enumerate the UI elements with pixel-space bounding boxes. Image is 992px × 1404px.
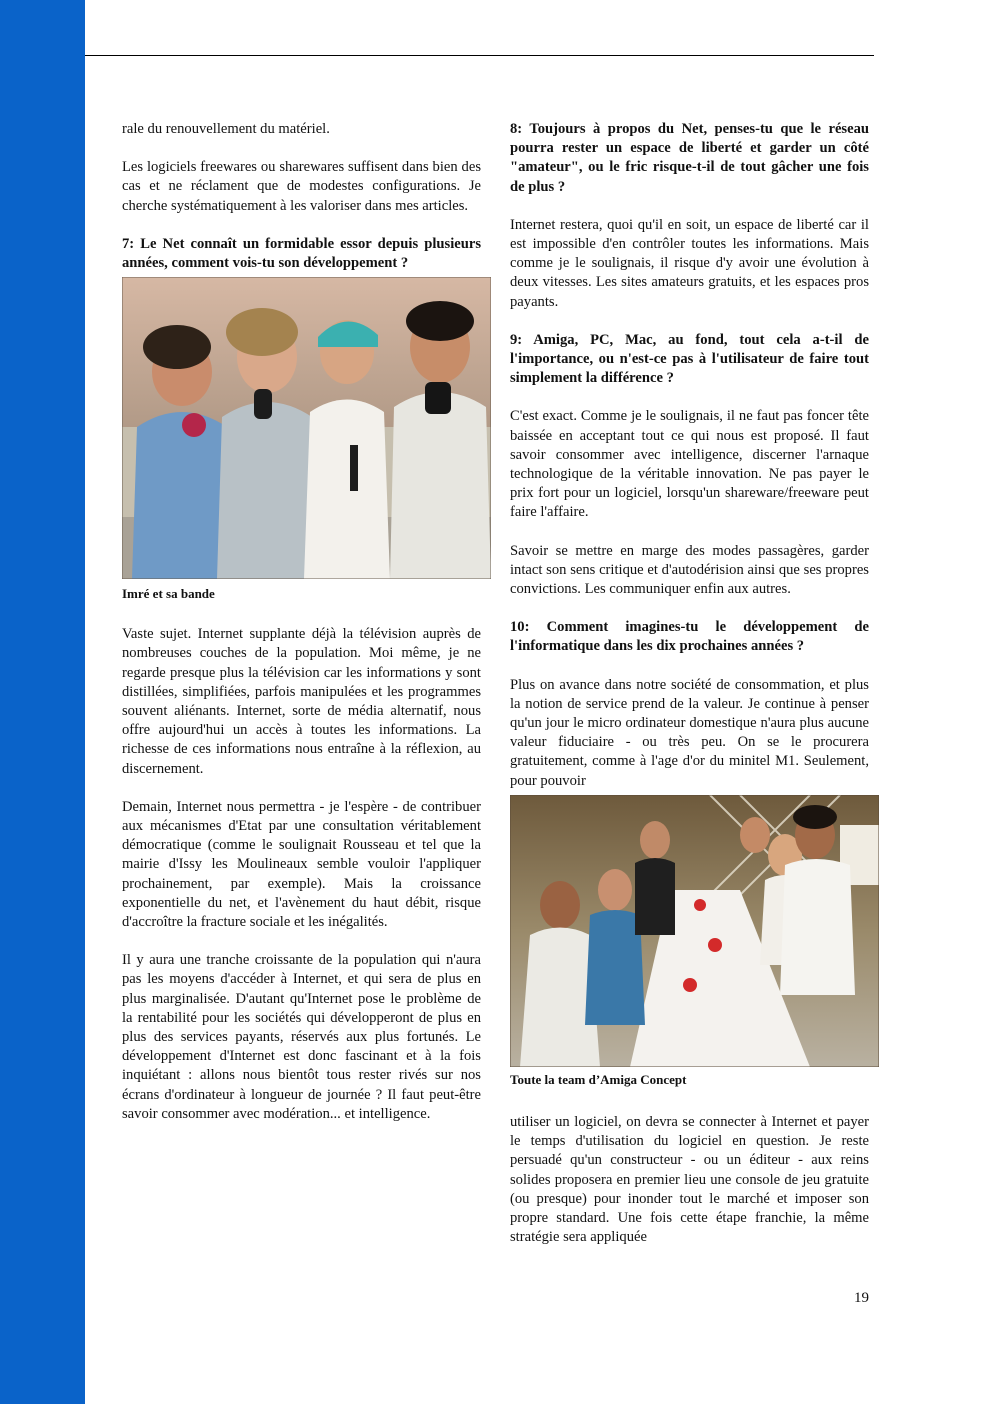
paragraph: Demain, Internet nous permettra - je l'espère - de contribuer aux mécanismes d'Etat par une consultation véritablement démocratique (comme le soulignait Rousseau et tel que la mairie d'Issy les Moulineaux semble vouloir l'appliquer prochainement, par exemple). Mais la croissance exponentielle du net, et l'avènement du haut débit, risque d'accroître la fracture sociale et les inégalités. <box>122 798 481 931</box>
paragraph: utiliser un logiciel, on devra se connecter à Internet et payer le temps d'utilisation du logiciel en question. Je reste persuadé qu'un constructeur - ou un éditeur - aux reins solides proposera en premier lieu une console de jeu gratuite (ou presque) pour inonder tout le marché et imposer son propre standard. Une fois cette étape franchie, la même stratégie sera appliquée <box>510 1113 869 1246</box>
question-7: 7: Le Net connaît un formidable essor depuis plusieurs années, comment vois-tu son développement ? <box>122 235 481 272</box>
right-column <box>510 120 869 1247</box>
header-rule <box>85 55 874 56</box>
paragraph: Savoir se mettre en marge des modes passagères, garder intact son sens critique et d'autodérision ainsi que ses propres convictions. Les communiquer enfin aux autres. <box>510 542 869 598</box>
paragraph: Vaste sujet. Internet supplante déjà la télévision auprès de nombreuses couches de la population. Moi même, je ne regarde presque plus la télévision car les informations y sont distillées, simplifiées, parfois manipulées et les programmes souvent aliénants. Internet, sorte de média alternatif, nous offre aujourd'hui un accès à toutes les informations. La richesse de ces informations nous entraîne à la réflexion, au discernement. <box>122 626 481 777</box>
photo-team-dinner <box>510 795 879 1067</box>
question-9: 9: Amiga, PC, Mac, au fond, tout cela a-t-il de l'importance, ou n'est-ce pas à l'utilisateur de faire tout simplement la différence ? <box>510 331 869 387</box>
page-number: 19 <box>854 1290 869 1306</box>
question-8: 8: Toujours à propos du Net, penses-tu que le réseau pourra rester un espace de liberté et garder un côté "amateur", ou le fric risque-t-il de tout gâcher une fois de plus ? <box>510 121 869 195</box>
photo-group-on-sofa <box>122 277 491 579</box>
side-color-bar <box>0 0 85 1404</box>
left-column <box>122 120 481 1143</box>
photo-caption: Imré et sa bande <box>122 586 215 602</box>
answer-10: Plus on avance dans notre société de consommation, et plus la notion de service prend de la valeur. Je continue à penser qu'un jour le micro ordinateur domestique n'aura plus aucune valeur fiduciaire - ou très peu. On se le procurera gratuitement, comme à l'age d'or du minitel M1. Seulement, pour pouvoir <box>510 676 869 789</box>
question-10: 10: Comment imagines-tu le développement de l'informatique dans les dix prochaines années ? <box>510 619 869 655</box>
paragraph: Il y aura une tranche croissante de la population qui n'aura pas les moyens d'accéder à Internet, et qui sera de plus en plus marginalisée. D'autant qu'Internet pose le problème de la rentabilité pour les sociétés qui développeront de plus en plus des services payants, réservés aux plus fortunés. Le développement d'Internet est donc fascinant et à la fois inquiétant : allons nous bientôt tous rester rivés sur nos écrans d'ordinateur à longueur de journée ? Il faut peut-être savoir consommer avec modération... et intelligence. <box>122 952 481 1122</box>
answer-8: Internet restera, quoi qu'il en soit, un espace de liberté car il est impossible d'en contrôler toutes les informations. Mais comme je le soulignais, il risque d'y avoir une évolution à deux vitesses. Les sites amateurs gratuits, et les espaces pros payants. <box>510 216 869 310</box>
paragraph: Les logiciels freewares ou sharewares suffisent dans bien des cas et ne réclament que de modestes configurations. Je cherche systématiquement à les valoriser dans mes articles. <box>122 159 481 214</box>
answer-9: C'est exact. Comme je le soulignais, il ne faut pas foncer tête baissée en acceptant tout ce qui nous est proposé. Il faut savoir consommer avec intelligence, discerner l'arnaque technologique de la véritable innovation. Ne pas payer le prix fort pour un logiciel, lorsqu'un shareware/freeware peut faire l'affaire. <box>510 408 869 521</box>
paragraph: rale du renouvellement du matériel. <box>122 121 330 137</box>
photo-caption: Toute la team d’Amiga Concept <box>510 1071 687 1087</box>
